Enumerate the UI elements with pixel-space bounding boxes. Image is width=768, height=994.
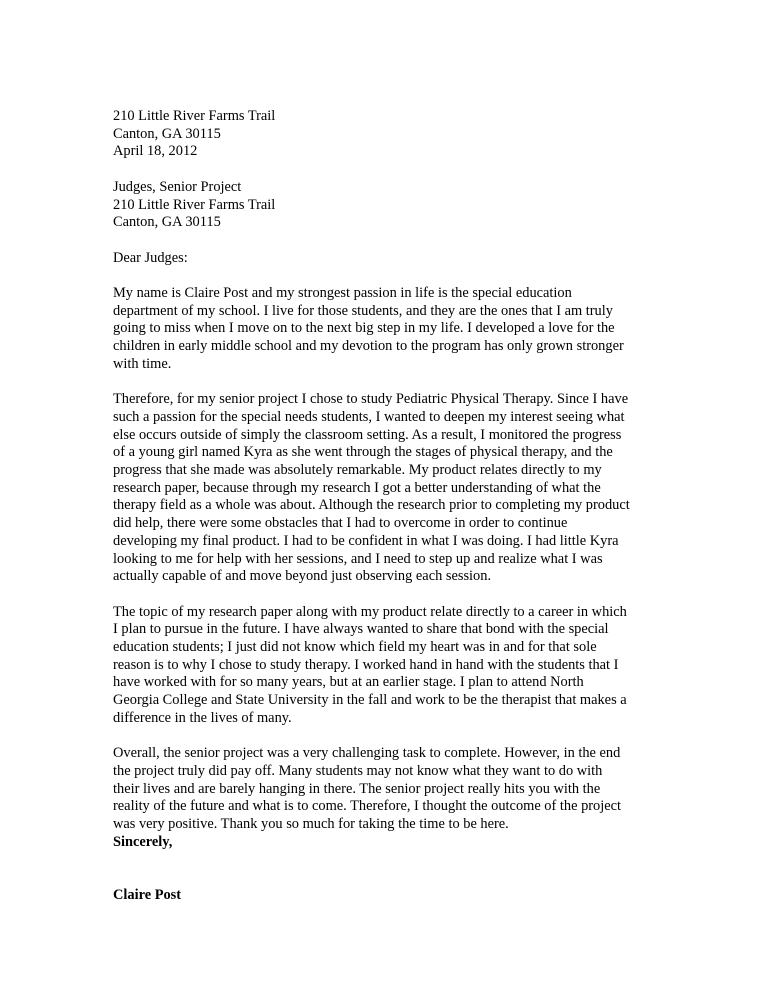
- letter-date: April 18, 2012: [113, 143, 198, 160]
- paragraph-line: of a young girl named Kyra as she went through the stages of physical therapy, and the: [113, 444, 613, 461]
- paragraph-line: Georgia College and State University in the fall and work to be the therapist that makes a: [113, 692, 627, 709]
- recipient-address: [113, 179, 659, 232]
- paragraph-1: [113, 285, 659, 374]
- sender-address-line: 210 Little River Farms Trail: [113, 108, 276, 124]
- paragraph-3: [113, 604, 659, 728]
- recipient-address-line: Judges, Senior Project: [113, 178, 242, 195]
- salutation-text: Dear Judges:: [113, 249, 188, 266]
- paragraph-line: was very positive. Thank you so much for taking the time to be here.: [113, 816, 509, 833]
- paragraph-line: education students; I just did not know which field my heart was in and for that sole: [113, 639, 597, 656]
- paragraph-line: therapy field as a whole was about. Although the research prior to completing my product: [113, 497, 630, 514]
- paragraph-2: [113, 391, 659, 586]
- paragraph-line: looking to me for help with her sessions, and I need to step up and realize what I was: [113, 550, 603, 567]
- paragraph-line: developing my final product. I had to be confident in what I was doing. I had little Kyra: [113, 532, 619, 549]
- paragraph-line: else occurs outside of simply the classroom setting. As a result, I monitored the progress: [113, 426, 622, 443]
- paragraph-line: have worked with for so many years, but at an earlier stage. I plan to attend North: [113, 674, 584, 691]
- paragraph-line: research paper, because through my research I got a better understanding of what the: [113, 479, 601, 496]
- paragraph-line: such a passion for the special needs students, I wanted to deepen my interest seeing what: [113, 408, 625, 425]
- closing: Sincerely,: [113, 833, 173, 850]
- signature-space: [113, 851, 659, 886]
- paragraph-line: Overall, the senior project was a very challenging task to complete. However, in the end: [113, 745, 621, 762]
- paragraph-line: reason is to why I chose to study therapy. I worked hand in hand with the students that I: [113, 656, 619, 673]
- paragraph-line: My name is Claire Post and my strongest passion in life is the special education: [113, 284, 572, 301]
- paragraph-line: The topic of my research paper along with my product relate directly to a career in which: [113, 603, 627, 620]
- sender-address-line: Canton, GA 30115: [113, 125, 221, 142]
- signature-name: Claire Post: [113, 886, 182, 903]
- paragraph-line: department of my school. I live for those students, and they are the ones that I am truly: [113, 302, 613, 319]
- recipient-address-line: 210 Little River Farms Trail: [113, 196, 276, 213]
- letter-body: [113, 108, 659, 905]
- paragraph-line: going to miss when I move on to the next big step in my life. I developed a love for the: [113, 320, 615, 337]
- paragraph-line: their lives and are barely hanging in there. The senior project really hits you with the: [113, 780, 601, 797]
- paragraph-line: reality of the future and what is to come. Therefore, I thought the outcome of the project: [113, 798, 622, 815]
- paragraph-line: actually capable of and move beyond just observing each session.: [113, 568, 492, 585]
- recipient-address-line: Canton, GA 30115: [113, 214, 221, 231]
- paragraph-line: with time.: [113, 355, 172, 372]
- paragraph-line: did help, there were some obstacles that I had to overcome in order to continue: [113, 515, 568, 532]
- paragraph-line: Therefore, for my senior project I chose to study Pediatric Physical Therapy. Since I have: [113, 391, 629, 408]
- paragraph-line: progress that she made was absolutely remarkable. My product relates directly to my: [113, 462, 602, 478]
- salutation: [113, 250, 659, 268]
- paragraph-line: the project truly did pay off. Many students may not know what they want to do with: [113, 762, 603, 779]
- sender-address: [113, 108, 659, 161]
- paragraph-line: difference in the lives of many.: [113, 709, 292, 726]
- paragraph-4: [113, 745, 659, 834]
- paragraph-line: I plan to pursue in the future. I have always wanted to share that bond with the special: [113, 621, 609, 638]
- paragraph-line: children in early middle school and my devotion to the program has only grown stronger: [113, 338, 624, 355]
